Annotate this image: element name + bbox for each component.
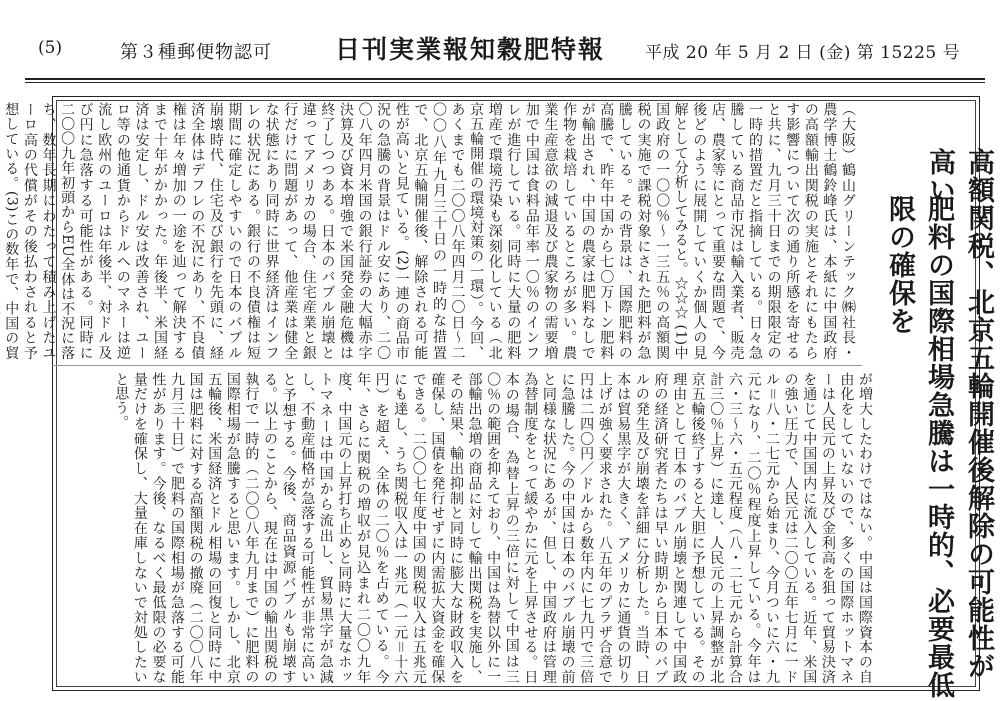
headline-sub: 肥料の国際相場急騰は一時的、必要最低限の確保を: [884, 195, 954, 699]
article-body-upper: （大阪）鶴山グリーンテック㈱社長・農学博士鶴鈴峰氏は、本紙に中国政府の高額輸出関税の実施とそれにもたらす影響について次の通り所感を寄せると共に、九月三十日までの期限限定の一時的措置だと指摘している。日々急騰している商品市況は輸入業者、販売店、農家等にとって重要な問題で、今後どのように展開していくか個人の見解として分析してみると。☆☆☆ (1)中国政府の一〇〇％～一三五％の高額関税の実施で課税対象にされた肥料が急騰している。その背景は、国際肥料の高騰で、昨年中国から七〇万トン肥料が輸出され、中国の農家は肥料なしで作物を栽培しているところが多い。農業生産意欲の減退及び農家物の需要増加で中国は食料品年率一〇％のインフレが進行している。同時に大量の肥料増産で環境汚染も深刻化している（北京五輪開催の環境対策の一環）。今回、あくまでも二〇〇八年四月二〇日～二〇〇八年九月三十日の一時的な措置で、北京五輪開催後、解除される可能性が高いと見ている。(2)一連の商品市況の急騰の背景はドル安にあり、二〇〇八年四月米国の銀行証券の大幅赤字決算及び資本増強で米国発金融危機は終了しつつある。日本のバブル崩壊と違ってアメリカの場合、住宅産業と銀行だけに問題があって、他産業は健全な状態にあり同時に世界経済はインフレの状況にある。銀行の不良債権は短期間に確定しやすいので日本のバブル崩壊時代、住宅及び銀行を先頭に、経済全体はデフレの不況にあり、不良債権は年々増加の一途を辿って解決するまで十年がかかった。年後半、米国経済は安定し、ドル安は改善され、ユーロ等の他通貨からドルへのマネーは逆流し欧州のユーロは年後半、対ドル及び円に急落する可能性がある。同時に二〇〇九年初頭からEU全体は不況に落ち、数年長期にわたって積み上げたユーロ高の代償がその後払わされると予想している。(3)この数年で、中国の貿: [3, 102, 856, 360]
masthead-rule-bottom: [25, 82, 985, 83]
issue-date: 平成 20 年 5 月 2 日 (金) 第 15225 号: [645, 43, 961, 63]
postal-permit: 第３種郵便物認可: [120, 42, 272, 63]
article-body-lower: が増大したわけではない。中国は国際資本の自由化をしていないので、多くの国際ホットマネーは人民元の上昇及び金利高を狙って貿易決済を通じて中国国内に流入している。近年、米国の強い圧力で、人民元は二〇〇五年七月に一ドル＝八・二七元から始まり、今月ついに六・九元になり、二〇％程度上昇している。今年は六・三～六・五元程度（八・二七元から計算合計三〇％上昇）に達し、人民元の上昇調整が北京五輪後終了すると大胆に予想している。その理由として日本のバブル崩壊と関連して中国政府の経済研究者たちは早い時期から日本のバブルの発生及び崩壊を詳細に分析した。当時、日本は貿易黒字が大きく、アメリカに通貨の切り上げが強く要求された。八五年のプラザ合意で円は二四〇円／ドルから数年内に七九円で三倍に急騰した。今の中国は日本のバブル崩壊の前と同様な状況にあるが、但し、中国政府は管理為替制度をとって緩やかに元を上昇させる。日本の場合、為替上昇の三倍に対して中国は三〇％の範囲を抑えており、中国は為替以外に一部輸出急増の商品に対して輸出関税を実施し、その結果、輸出抑制と同時に膨大な財政収入を確保し、国債を発行せずに内需拡大資金を確保できる。二〇〇七年度中国の関税収入は五兆元にも達し、うち関税収入は一兆元（一元＝十六円）を超え、全体の二〇％を占めている。今年、さらに関税の増収が見込まれ二〇〇九年度、中国元の上昇打ち止めと同時に大量なホットマネーは中国から流出し、貿易黒字が急減し、不動産価格が急落する可能性が非常に高いと予想する。今後、商品資源バブルも崩壊する。以上のことから、現在は中国の輸出関税の執行で一時的（二〇〇八年九月まで）に肥料の国際相場が急騰すると思います。しかし、北京五輪後、米国経済とドル相場の回復と同時に中国は肥料に対する高額関税の撤廃（二〇〇八年九月三十日）で肥料の国際相場が急落する可能性があります。今後、なるべく最低限の必要な量だけを確保し、大量在庫しないで対処したいと思う。: [113, 372, 873, 684]
column-divider: [52, 365, 862, 366]
masthead: [0, 0, 1000, 80]
headline-main: 高額関税、北京五輪開催後解除の可能性が高い: [924, 148, 994, 680]
masthead-rule-top: [25, 78, 985, 80]
page-number: (5): [38, 38, 63, 58]
newspaper-title: 日刊実業報知穀肥特報: [335, 35, 606, 64]
